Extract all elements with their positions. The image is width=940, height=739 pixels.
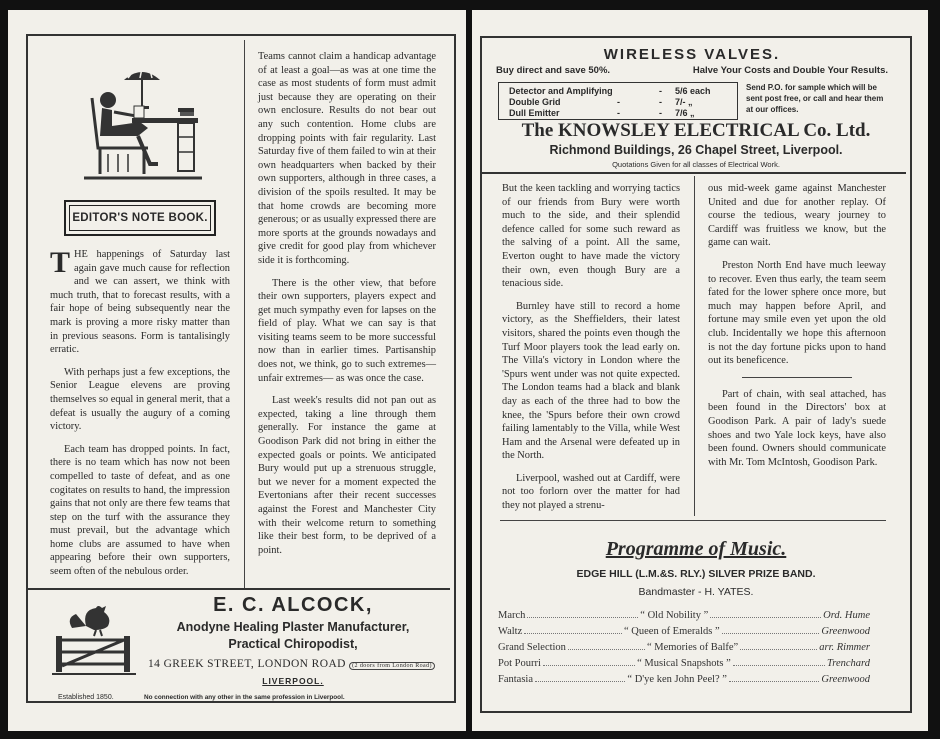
rooster-gate-illustration [52, 604, 136, 676]
programme-type: Fantasia [498, 674, 533, 685]
valve-row-label: Double Grid [509, 97, 561, 107]
wireless-title: WIRELESS VALVES. [603, 46, 781, 63]
left-page [8, 10, 466, 731]
programme-type: Grand Selection [498, 642, 566, 653]
alcock-line1: Anodyne Healing Plaster Manufacturer, [176, 620, 410, 634]
programme-item [498, 626, 870, 637]
valve-row-label: Detector and Amplifying [509, 86, 613, 96]
article-paragraph: Teams cannot claim a handicap advantage of at least a goal—as was at one time the case as most students of form must admit just because they are operating on their own enclosure. Results do not bear out any such contention. Home clubs are dropping points with fair regularity. Last Saturday five of them failed to win at their own headquarters when backed by their own supporters, although in three cases, a division of the spoils resulted. It may be that home crowds are becoming more generous; or as usually expressed there are more sports at the grounds nowadays and give credit for good play from whichever side it is forthcoming. [258, 51, 436, 266]
knowsley-quote: Quotations Given for all classes of Electrical Work. [612, 160, 780, 169]
valve-row-price: 5/6 each [675, 86, 711, 96]
article-paragraph: Preston North End have much leeway to recover. Even thus early, the team seem fated for the lower sphere once more, but much may happen before April, and fortune may smile even yet upon the old club. Incidentally we hope this afternoon is not the day fortune picks upon to hand out its beneficence. [708, 259, 886, 367]
alcock-established: Established 1850. [58, 694, 114, 701]
band-name: EDGE HILL (L.M.&S. RLY.) SILVER PRIZE BAND. [576, 568, 816, 580]
right-column-1 [502, 182, 680, 522]
programme-composer: Trenchard [827, 658, 870, 669]
programme-item [498, 658, 870, 669]
programme-divider [500, 520, 886, 521]
left-column-2 [258, 50, 436, 566]
valve-row-dash: - [659, 108, 662, 118]
programme-piece: “ D'ye ken John Peel? ” [627, 674, 727, 685]
wireless-side-note: Send P.O. for sample which will be sent post free, or call and hear them at our offices. [746, 83, 884, 114]
right-column-2 [708, 182, 886, 478]
alcock-address: 14 GREEK STREET, LONDON ROAD [148, 658, 346, 670]
article-paragraph: There is the other view, that before their own supporters, players expect and get much sympathy even for lapses on the field of play. What we can say is that visiting teams seem to be more successful now than in earlier times. Partisanship does not, we think, go to such extremes—unfair extremes— as was once the case. [258, 277, 436, 384]
ad-divider [28, 588, 450, 590]
article-paragraph: With perhaps just a few exceptions, the Senior League elevens are proving themselves so equal in general merit, that a defeat is usually the augury of a coming victory. [50, 366, 230, 433]
column-divider [244, 40, 245, 588]
alcock-address-line [148, 658, 438, 670]
valve-row-dash: - [659, 86, 662, 96]
programme-title: Programme of Music. [605, 538, 787, 560]
left-column-1 [50, 248, 230, 588]
programme-type: March [498, 610, 526, 621]
article-paragraph: Each team has dropped points. In fact, there is no team which has now not been compelled to taste of defeat, and as one cogitates on results to hand, the impression gains that not only are there few teams that step on the turf with the assurance they must prevail, but the advantage which home clubs are assumed to have when appearing before their own supporters, seem often of the nebulous order. [50, 443, 230, 578]
valve-row-dash: - [659, 97, 662, 107]
article-paragraph: THE happenings of Saturday last again gave much cause for reflection and we can assert, we think with much truth, that to forecast results, with a fair hope of being subsequently near the mark is proving a more risky matter than in previous seasons. Form is tantalisingly erratic. [50, 246, 230, 356]
wireless-tag-left: Buy direct and save 50%. [496, 65, 611, 76]
right-page [472, 10, 928, 731]
reading-man-illustration [78, 62, 206, 190]
valve-row-label: Dull Emitter [509, 108, 560, 118]
article-paragraph: Burnley have still to record a home victory, as the Sheffielders, their latest visitors, shared the points even though the Turf Moor players took the lead early on. The Villa's victory in London where the 'Spurs went under was not quite expected. The London teams had a black and blank day as each of the three had to bow the knee, the 'Spurs before their own crowd failing lamentably to the Villa, while West Ham and the Arsenal were defeated up in the North. [502, 300, 680, 462]
programme-piece: “ Memories of Balfe” [646, 642, 739, 653]
programme-composer: Greenwood [821, 626, 870, 637]
alcock-note: No connection with any other in the same profession in Liverpool. [144, 694, 345, 701]
programme-item [498, 642, 870, 653]
programme-composer: arr. Rimmer [819, 642, 870, 653]
valve-row-price: 7/6 „ [675, 108, 695, 118]
column-divider [694, 176, 695, 516]
programme-piece: “ Musical Snapshots ” [637, 658, 731, 669]
alcock-city: LIVERPOOL. [262, 676, 324, 686]
programme-item [498, 674, 870, 685]
ad-divider [482, 172, 906, 174]
bandmaster: Bandmaster - H. YATES. [638, 586, 754, 598]
programme-item [498, 610, 870, 621]
alcock-name: E. C. ALCOCK, [213, 594, 373, 616]
knowsley-address: Richmond Buildings, 26 Chapel Street, Liverpool. [549, 143, 843, 157]
alcock-line2: Practical Chiropodist, [228, 637, 358, 651]
programme-type: Waltz [498, 626, 523, 637]
valve-row-price: 7/- „ [675, 97, 693, 107]
valve-price-table [498, 82, 738, 120]
article-paragraph: Last week's results did not pan out as expected, taking a line through them generally. For instance the game at Goodison Park did not bring in either the expected goals or points. We anticipated Bury would put up a strenuous struggle, but we never for a moment expected the Evertonians after their recent successes against the Forest and Manchester City with their welcome return to something like their best form, to be deprived of a point. [258, 395, 436, 556]
programme-piece: “ Queen of Emeralds ” [624, 626, 720, 637]
article-paragraph: ous mid-week game against Manchester United and due for another replay. Of course the tedious, weary journey to Cardiff was fruitless we know, but the game can wait. [708, 183, 886, 249]
programme-type: Pot Pourri [498, 658, 541, 669]
valve-row-dash-left: - [617, 108, 620, 118]
programme-composer: Greenwood [821, 674, 870, 685]
valve-row-dash-left: - [617, 97, 620, 107]
dropcap: T [50, 246, 71, 279]
editors-note-book-heading: EDITOR'S NOTE BOOK. [64, 200, 216, 236]
wireless-tag-right: Halve Your Costs and Double Your Results. [692, 65, 888, 76]
alcock-stamp: (2 doors from London Road) [349, 662, 435, 670]
section-rule [742, 377, 852, 378]
article-paragraph: Liverpool, washed out at Cardiff, were not too forlorn over the matter for had they not played a strenu- [502, 472, 680, 512]
knowsley-company: The KNOWSLEY ELECTRICAL Co. Ltd. [521, 120, 871, 141]
programme-composer: Ord. Hume [823, 610, 870, 621]
programme-piece: “ Old Nobility ” [640, 610, 709, 621]
lost-property-notice: Part of chain, with seal attached, has been found in the Directors' box at Goodison Park. A pair of lady's suede shoes and two Yale lock keys, have also been found. Owners should communicate with Mr. Tom McIntosh, Goodison Park. [708, 388, 886, 468]
article-paragraph: But the keen tackling and worrying tactics of our friends from Bury were worth much to the side, and their splendid defence called for some such reward as the salving of a point. All the same, Everton ought to have made the victory their own, even though Bury are a tenacious side. [502, 183, 680, 290]
